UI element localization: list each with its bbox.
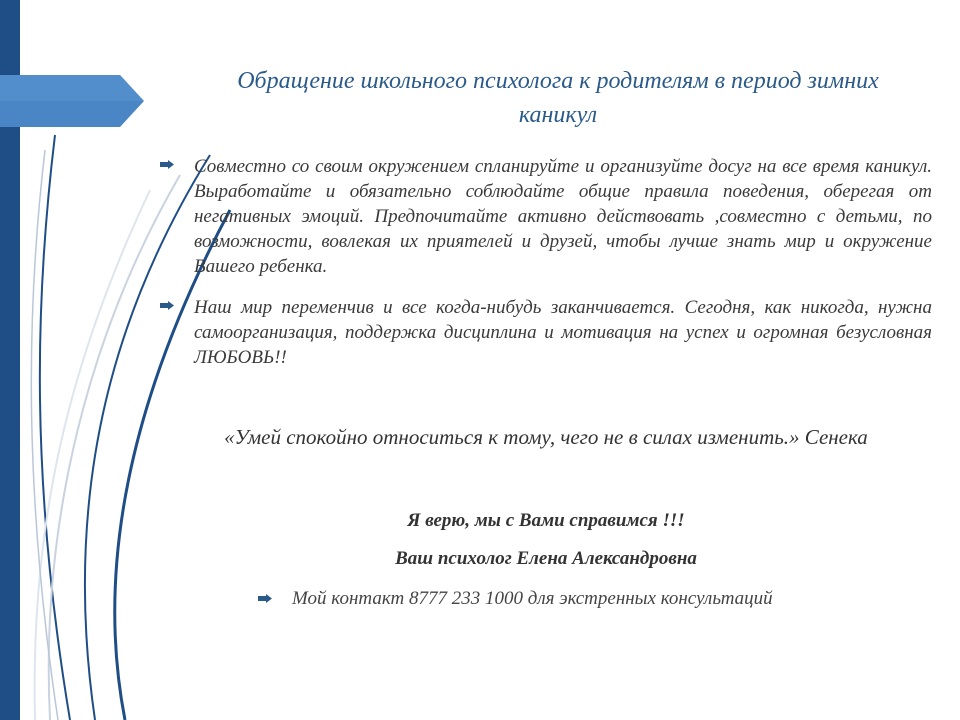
- bullet-text: Наш мир переменчив и все когда-нибудь заканчивается. Сегодня, как никогда, нужна самоорганизация, поддержка дисциплина и мотивация на успех и огромная безусловная ЛЮБОВЬ!!: [194, 297, 932, 368]
- arrow-right-icon: [160, 301, 174, 310]
- arrow-right-icon: [160, 160, 174, 169]
- curve-1: [40, 135, 70, 720]
- contact-line: [258, 588, 918, 610]
- arrow-right-icon: [258, 594, 272, 603]
- contact-text: Мой контакт 8777 233 1000 для экстренных консультаций: [292, 588, 773, 609]
- bullet-text: Совместно со своим окружением спланируйте и организуйте досуг на все время каникул. Выработайте и обязательно соблюдайте общие правила поведения, оберегая от негативных эмоций. Предпочитайте активно действовать ,совместно с детьми, по возможности, вовлекая их приятелей и друзей, чтобы лучше знать мир и окружение Вашего ребенка.: [194, 156, 932, 277]
- bullet-item: [160, 295, 932, 370]
- bullet-list: [160, 154, 932, 386]
- signature-line: Ваш психолог Елена Александровна: [395, 548, 697, 569]
- slide-title: Обращение школьного психолога к родителям в период зимних каникул: [237, 68, 879, 128]
- belief-line: Я верю, мы с Вами справимся !!!: [407, 510, 685, 531]
- bullet-item: [160, 154, 932, 279]
- arrow-tab-shade: [0, 75, 144, 101]
- seneca-quote: «Умей спокойно относиться к тому, чего не в силах изменить.» Сенека: [224, 425, 868, 449]
